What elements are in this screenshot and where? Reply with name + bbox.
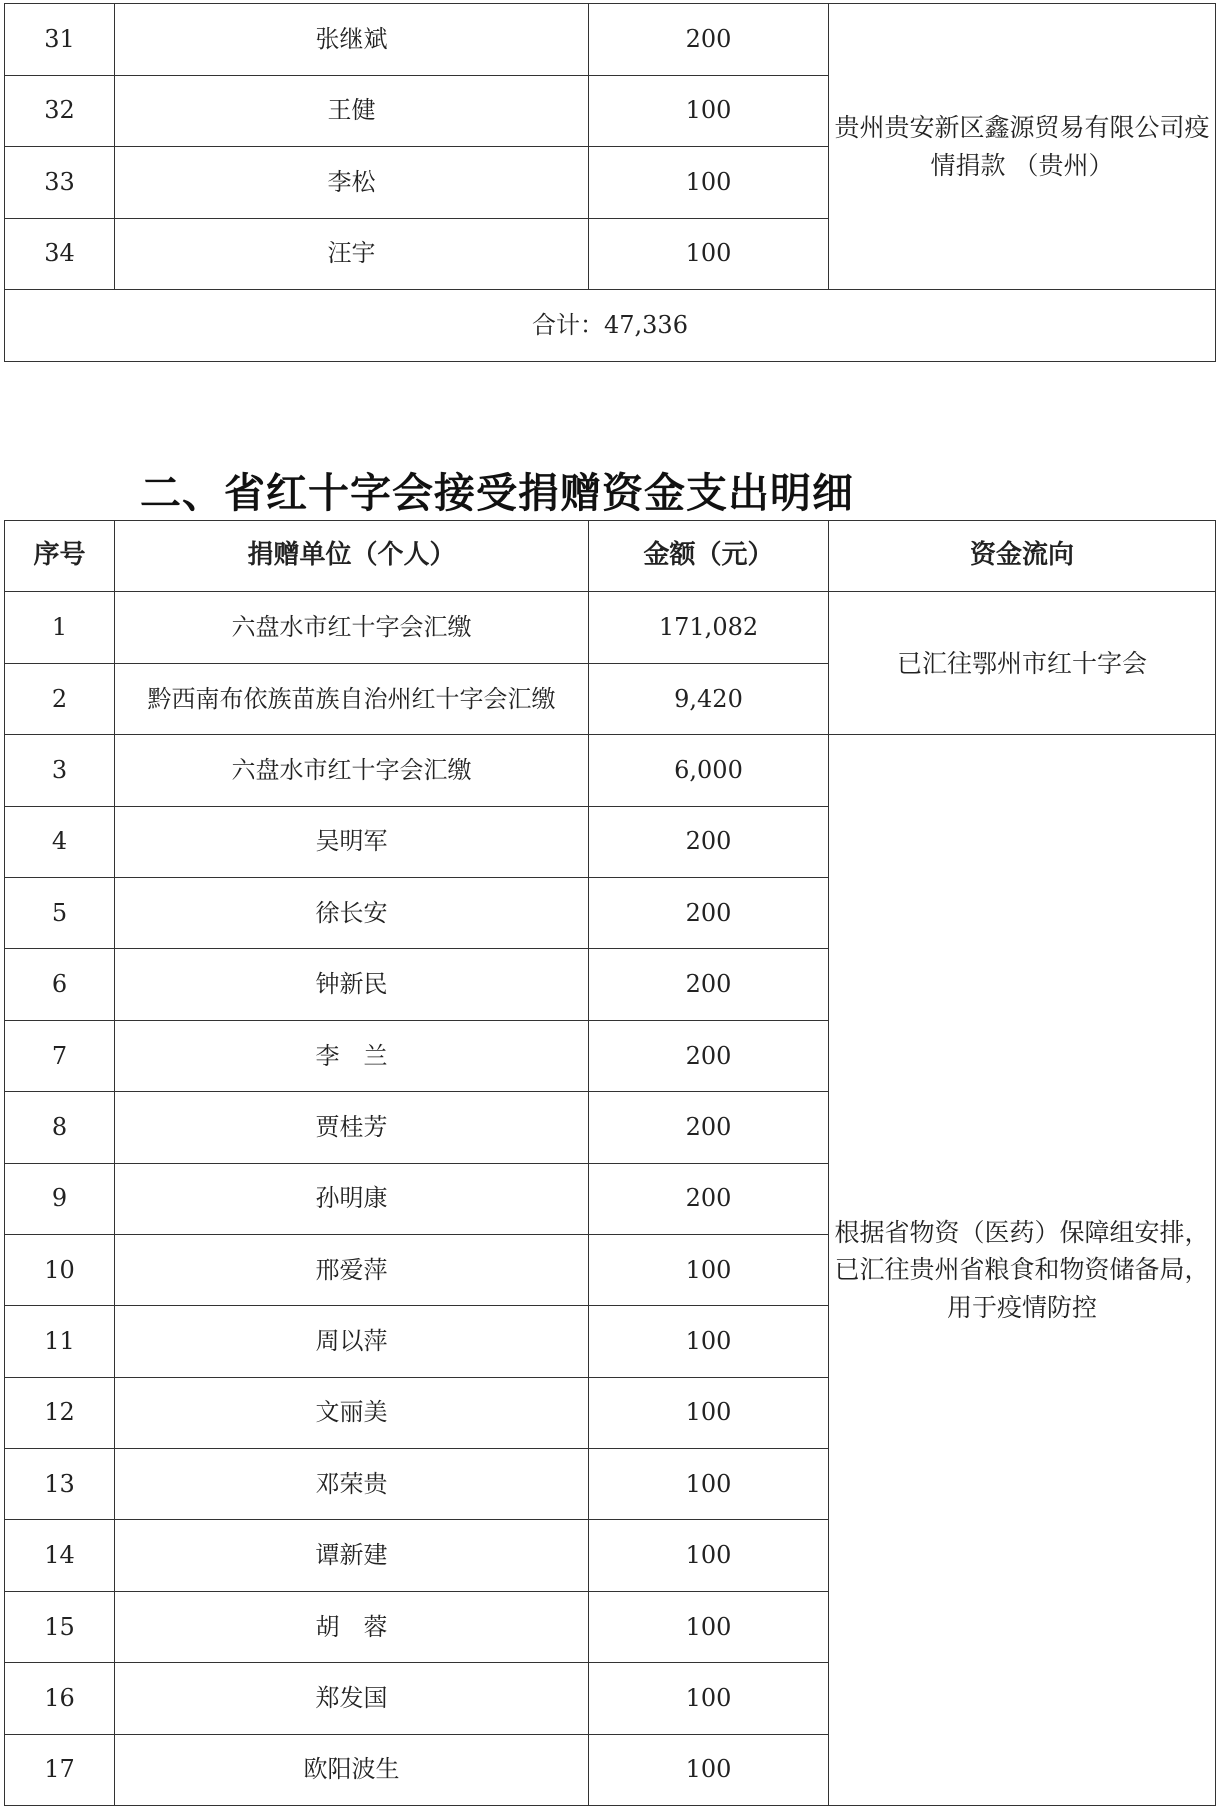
donation-table-continued xyxy=(4,3,1216,362)
table-row xyxy=(5,4,1216,76)
donor-name: 胡 蓉 xyxy=(115,1591,589,1662)
total-amount: 合计：47,336 xyxy=(5,290,1216,362)
donor-name: 张继斌 xyxy=(115,4,589,76)
donation-amount: 200 xyxy=(589,1020,829,1091)
row-number: 12 xyxy=(5,1377,115,1448)
donation-amount: 200 xyxy=(589,806,829,877)
donor-name: 谭新建 xyxy=(115,1520,589,1591)
row-number: 2 xyxy=(5,663,115,734)
donor-name: 周以萍 xyxy=(115,1306,589,1377)
donor-name: 孙明康 xyxy=(115,1163,589,1234)
expenditure-table xyxy=(4,520,1216,1806)
donor-name: 六盘水市红十字会汇缴 xyxy=(115,735,589,806)
donation-amount: 9,420 xyxy=(589,663,829,734)
donor-name: 黔西南布依族苗族自治州红十字会汇缴 xyxy=(115,663,589,734)
donation-amount: 100 xyxy=(589,1449,829,1520)
row-number: 33 xyxy=(5,147,115,219)
table-row xyxy=(5,735,1216,806)
donor-name: 李松 xyxy=(115,147,589,219)
donor-name: 汪宇 xyxy=(115,218,589,290)
row-number: 8 xyxy=(5,1092,115,1163)
donation-amount: 200 xyxy=(589,4,829,76)
donor-name: 邢爱萍 xyxy=(115,1234,589,1305)
row-number: 3 xyxy=(5,735,115,806)
row-number: 34 xyxy=(5,218,115,290)
table-row xyxy=(5,592,1216,663)
donation-amount: 200 xyxy=(589,877,829,948)
fund-destination: 已汇往鄂州市红十字会 xyxy=(829,592,1216,735)
header-amount: 金额（元） xyxy=(589,521,829,592)
donor-name: 邓荣贵 xyxy=(115,1449,589,1520)
donor-name: 钟新民 xyxy=(115,949,589,1020)
row-number: 14 xyxy=(5,1520,115,1591)
donor-name: 贾桂芳 xyxy=(115,1092,589,1163)
row-number: 13 xyxy=(5,1449,115,1520)
row-number: 6 xyxy=(5,949,115,1020)
donation-amount: 6,000 xyxy=(589,735,829,806)
row-number: 11 xyxy=(5,1306,115,1377)
donation-amount: 200 xyxy=(589,949,829,1020)
table-header-row xyxy=(5,521,1216,592)
donor-name: 郑发国 xyxy=(115,1663,589,1734)
row-number: 17 xyxy=(5,1734,115,1805)
donation-amount: 100 xyxy=(589,75,829,147)
row-number: 15 xyxy=(5,1591,115,1662)
header-number: 序号 xyxy=(5,521,115,592)
donation-amount: 100 xyxy=(589,1234,829,1305)
donation-note: 贵州贵安新区鑫源贸易有限公司疫情捐款 （贵州） xyxy=(829,4,1216,290)
donor-name: 六盘水市红十字会汇缴 xyxy=(115,592,589,663)
row-number: 10 xyxy=(5,1234,115,1305)
row-number: 31 xyxy=(5,4,115,76)
donation-amount: 171,082 xyxy=(589,592,829,663)
section-title: 二、省红十字会接受捐赠资金支出明细 xyxy=(140,469,854,517)
donor-name: 文丽美 xyxy=(115,1377,589,1448)
donor-name: 欧阳波生 xyxy=(115,1734,589,1805)
fund-destination: 根据省物资（医药）保障组安排，已汇往贵州省粮食和物资储备局，用于疫情防控 xyxy=(829,735,1216,1806)
donation-amount: 100 xyxy=(589,1377,829,1448)
donation-amount: 100 xyxy=(589,1520,829,1591)
row-number: 16 xyxy=(5,1663,115,1734)
row-number: 5 xyxy=(5,877,115,948)
row-number: 32 xyxy=(5,75,115,147)
row-number: 4 xyxy=(5,806,115,877)
row-number: 9 xyxy=(5,1163,115,1234)
donation-amount: 100 xyxy=(589,1734,829,1805)
donation-amount: 100 xyxy=(589,218,829,290)
donation-amount: 100 xyxy=(589,147,829,219)
donation-amount: 100 xyxy=(589,1306,829,1377)
total-row xyxy=(5,290,1216,362)
header-destination: 资金流向 xyxy=(829,521,1216,592)
row-number: 7 xyxy=(5,1020,115,1091)
donation-amount: 200 xyxy=(589,1163,829,1234)
donor-name: 王健 xyxy=(115,75,589,147)
donor-name: 徐长安 xyxy=(115,877,589,948)
donation-amount: 200 xyxy=(589,1092,829,1163)
header-donor: 捐赠单位（个人） xyxy=(115,521,589,592)
donor-name: 吴明军 xyxy=(115,806,589,877)
donation-amount: 100 xyxy=(589,1591,829,1662)
donation-amount: 100 xyxy=(589,1663,829,1734)
row-number: 1 xyxy=(5,592,115,663)
donor-name: 李 兰 xyxy=(115,1020,589,1091)
